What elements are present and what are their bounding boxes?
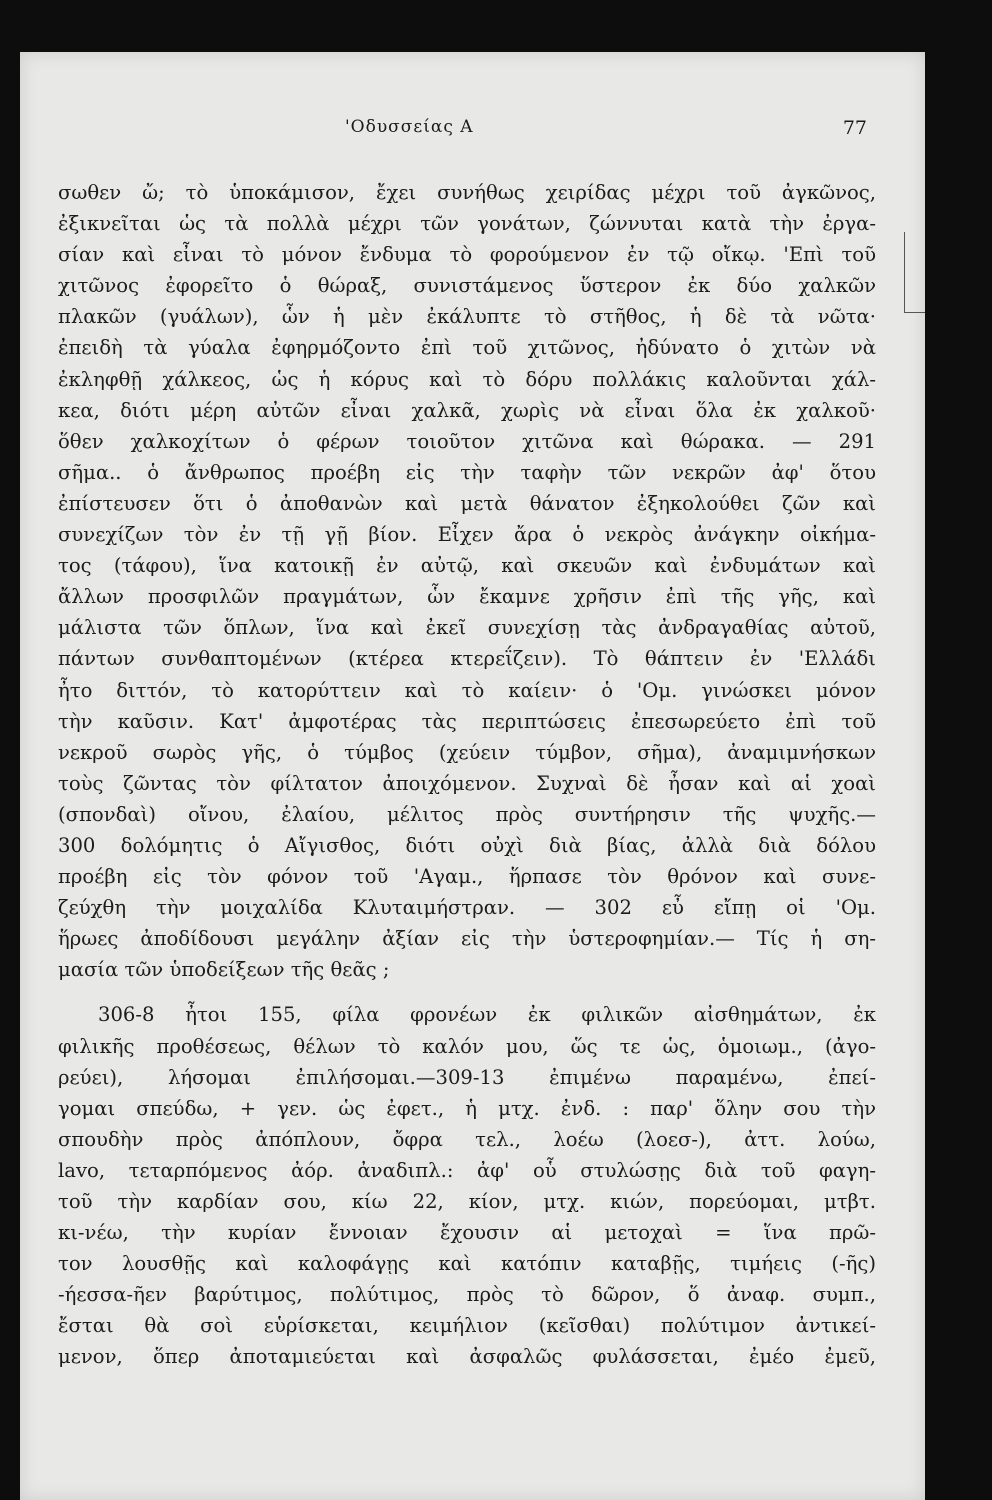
text-line: πάντων συνθαπτομένων (κτέρεα κτερεΐζειν). Τὸ θάπτειν ἐν 'Ελλάδι <box>58 647 876 671</box>
text-line: νεκροῦ σωρὸς γῆς, ὁ τύμβος (χεύειν τύμβον, σῆμα), ἀναμιμνήσκων <box>58 740 876 764</box>
text-line: ἦτο διττόν, τὸ κατορύττειν καὶ τὸ καίειν· ὁ 'Ομ. γινώσκει μόνον <box>58 678 876 702</box>
text-line: lavo, τεταρπόμενος ἀόρ. ἀναδιπλ.: ἀφ' οὗ στυλώσῃς διὰ τοῦ φαγη- <box>58 1158 876 1182</box>
text-line: πλακῶν (γυάλων), ὧν ἡ μὲν ἐκάλυπτε τὸ στῆθος, ἡ δὲ τὰ νῶτα· <box>58 305 876 329</box>
text-line: ἐπειδὴ τὰ γύαλα ἐφηρμόζοντο ἐπὶ τοῦ χιτῶνος, ἠδύνατο ὁ χιτὼν νὰ <box>58 336 876 360</box>
text-line: μάλιστα τῶν ὅπλων, ἵνα καὶ ἐκεῖ συνεχίσῃ τὰς ἀνδραγαθίας αὐτοῦ, <box>58 616 876 640</box>
text-line: -ήεσσα-ῆεν βαρύτιμος, πολύτιμος, πρὸς τὸ δῶρον, ὅ ἀναφ. συμπ., <box>58 1283 876 1307</box>
text-line: τοῦ τὴν καρδίαν σου, κίω 22, κίον, μτχ. κιών, πορεύομαι, μτβτ. <box>58 1190 876 1213</box>
text-line: τοὺς ζῶντας τὸν φίλτατον ἀποιχόμενον. Συχναὶ δὲ ἦσαν καὶ αἱ χοαὶ <box>58 771 876 795</box>
text-line: σῆμα.. ὁ ἄνθρωπος προέβη εἰς τὴν ταφὴν τῶν νεκρῶν ἀφ' ὅτου <box>58 460 876 484</box>
text-line: γομαι σπεύδω, + γεν. ὡς ἐφετ., ἡ μτχ. ἐνδ. : παρ' ὅλην σου τὴν <box>58 1096 876 1120</box>
text-line: μενον, ὅπερ ἀποταμιεύεται καὶ ἀσφαλῶς φυλάσσεται, ἐμέο ἐμεῦ, <box>58 1345 876 1369</box>
text-line: τὴν καῦσιν. Κατ' ἀμφοτέρας τὰς περιπτώσεις ἐπεσωρεύετο ἐπὶ τοῦ <box>58 709 876 733</box>
commentary-text <box>58 177 876 1373</box>
running-head-title: 'Οδυσσείας Α <box>345 117 474 137</box>
page-number: 77 <box>842 117 867 139</box>
text-line: κι-νέω, τὴν κυρίαν ἔννοιαν ἔχουσιν αἱ μετοχαὶ = ἵνα πρῶ- <box>58 1221 876 1245</box>
text-line: τον λουσθῇς καὶ καλοφάγῃς καὶ κατόπιν καταβῇς, τιμήεις (-ῆς) <box>58 1252 876 1276</box>
running-head <box>20 117 925 147</box>
text-line: σίαν καὶ εἶναι τὸ μόνον ἔνδυμα τὸ φορούμενον ἐν τῷ οἴκῳ. 'Επὶ τοῦ <box>58 243 876 267</box>
text-line: ἐπίστευσεν ὅτι ὁ ἀποθανὼν καὶ μετὰ θάνατον ἐξηκολούθει ζῶν καὶ <box>58 491 876 515</box>
text-line: 306-8 ἦτοι 155, φίλα φρονέων ἐκ φιλικῶν αἰσθημάτων, ἐκ <box>98 1003 876 1027</box>
text-line: σπουδὴν πρὸς ἀπόπλουν, ὄφρα τελ., λοέω (λοεσ-), ἀττ. λούω, <box>58 1127 876 1151</box>
margin-mark <box>904 232 925 313</box>
text-line: 300 δολόμητις ὁ Αἴγισθος, διότι οὐχὶ διὰ βίας, ἀλλὰ διὰ δόλου <box>58 833 876 857</box>
text-line: προέβη εἰς τὸν φόνον τοῦ 'Αγαμ., ἥρπασε τὸν θρόνον καὶ συνε- <box>58 865 876 889</box>
text-line: συνεχίζων τὸν ἐν τῇ γῇ βίον. Εἶχεν ἄρα ὁ νεκρὸς ἀνάγκην οἰκήμα- <box>58 523 876 547</box>
book-page <box>20 52 925 1500</box>
text-line: χιτῶνος ἐφορεῖτο ὁ θώραξ, συνιστάμενος ὕστερον ἐκ δύο χαλκῶν <box>58 274 876 298</box>
text-line: ρεύει), λήσομαι ἐπιλήσομαι.—309-13 ἐπιμένω παραμένω, ἐπεί- <box>58 1065 876 1089</box>
text-line: ἄλλων προσφιλῶν πραγμάτων, ὧν ἔκαμνε χρῆσιν ἐπὶ τῆς γῆς, καὶ <box>58 585 876 609</box>
text-line: μασία τῶν ὑποδείξεων τῆς θεᾶς ; <box>58 958 390 982</box>
text-line: κεα, διότι μέρη αὐτῶν εἶναι χαλκᾶ, χωρὶς νὰ εἶναι ὅλα ἐκ χαλκοῦ· <box>58 398 876 422</box>
text-line: ἔσται θὰ σοὶ εὑρίσκεται, κειμήλιον (κεῖσθαι) πολύτιμον ἀντικεί- <box>58 1314 876 1338</box>
text-line: ἐκληφθῇ χάλκεος, ὡς ἡ κόρυς καὶ τὸ δόρυ πολλάκις καλοῦνται χάλ- <box>58 367 876 391</box>
text-line: (σπονδαὶ) οἴνου, ἐλαίου, μέλιτος πρὸς συντήρησιν τῆς ψυχῆς.— <box>58 802 876 826</box>
text-line: φιλικῆς προθέσεως, θέλων τὸ καλόν μου, ὥς τε ὡς, ὁμοιωμ., (ἀγο- <box>58 1034 876 1058</box>
text-line: ἐξικνεῖται ὡς τὰ πολλὰ μέχρι τῶν γονάτων, ζώννυται κατὰ τὴν ἐργα- <box>58 212 876 236</box>
text-line: τος (τάφου), ἵνα κατοικῇ ἐν αὐτῷ, καὶ σκευῶν καὶ ἐνδυμάτων καὶ <box>58 554 876 578</box>
text-line: σωθεν ὤ; τὸ ὑποκάμισον, ἔχει συνήθως χειρίδας μέχρι τοῦ ἀγκῶνος, <box>58 181 876 204</box>
text-line: ζεύχθη τὴν μοιχαλίδα Κλυταιμήστραν. — 302 εὖ εἴπῃ οἱ 'Ομ. <box>58 896 876 920</box>
text-line: ἥρωες ἀποδίδουσι μεγάλην ἀξίαν εἰς τὴν ὑστεροφημίαν.— Τίς ἡ ση- <box>58 927 876 951</box>
text-line: ὅθεν χαλκοχίτων ὁ φέρων τοιοῦτον χιτῶνα καὶ θώρακα. — 291 <box>58 429 876 453</box>
